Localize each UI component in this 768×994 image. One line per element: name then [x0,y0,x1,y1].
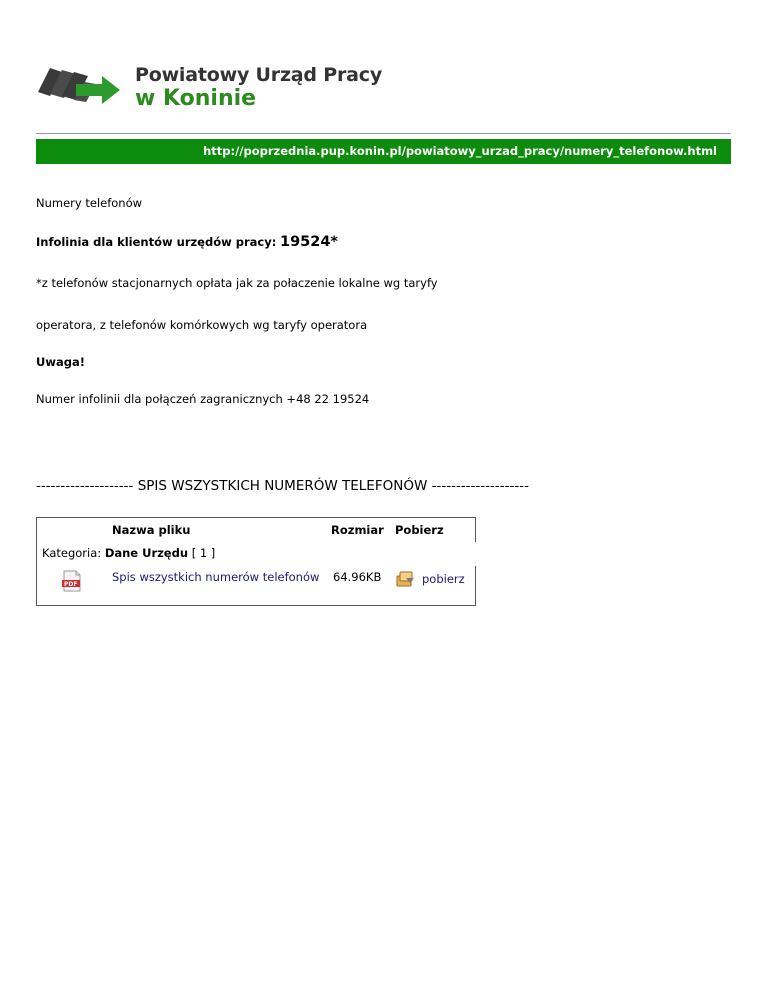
uwaga-label: Uwaga! [36,355,85,369]
logo-arrow-cards-icon [36,62,128,110]
header-divider [36,133,731,134]
files-table [36,517,476,606]
tariff-note-line2: operatora, z telefonów komórkowych wg taryfy operatora [36,318,368,332]
download-link[interactable]: pobierz [422,572,465,586]
logo-title-line2: w Koninie [135,86,257,111]
url-bar [36,139,731,164]
column-header-download: Pobierz [395,523,444,537]
category-row [42,546,215,560]
infolinia-number: 19524* [279,234,339,250]
logo-title-line1: Powiatowy Urząd Pracy [135,64,383,86]
infolinia-label: Infolinia dla klientów urzędów pracy: [36,235,277,249]
tariff-note-line1: *z telefonów stacjonarnych opłata jak za połaczenie lokalne wg taryfy [36,276,438,290]
infolinia-line [36,234,338,250]
foreign-number-info: Numer infolinii dla połączeń zagranicznych +48 22 19524 [36,392,370,406]
column-header-name: Nazwa pliku [112,523,191,537]
category-count: [ 1 ] [191,546,216,560]
category-prefix: Kategoria: [42,546,102,560]
file-size: 64.96KB [333,570,382,584]
site-logo[interactable] [36,62,396,116]
download-icon[interactable] [396,570,416,588]
column-header-size: Rozmiar [331,523,384,537]
page-heading: Numery telefonów [36,196,143,210]
svg-text:PDF: PDF [64,581,78,588]
pdf-icon [61,570,83,592]
section-header: -------------------- SPIS WSZYSTKICH NUMERÓW TELEFONÓW -------------------- [36,478,530,494]
border-gap [474,542,476,566]
category-name: Dane Urzędu [104,546,189,560]
page-url: http://poprzednia.pup.konin.pl/powiatowy_urzad_pracy/numery_telefonow.html [203,144,717,158]
file-link[interactable]: Spis wszystkich numerów telefonów [112,570,320,584]
